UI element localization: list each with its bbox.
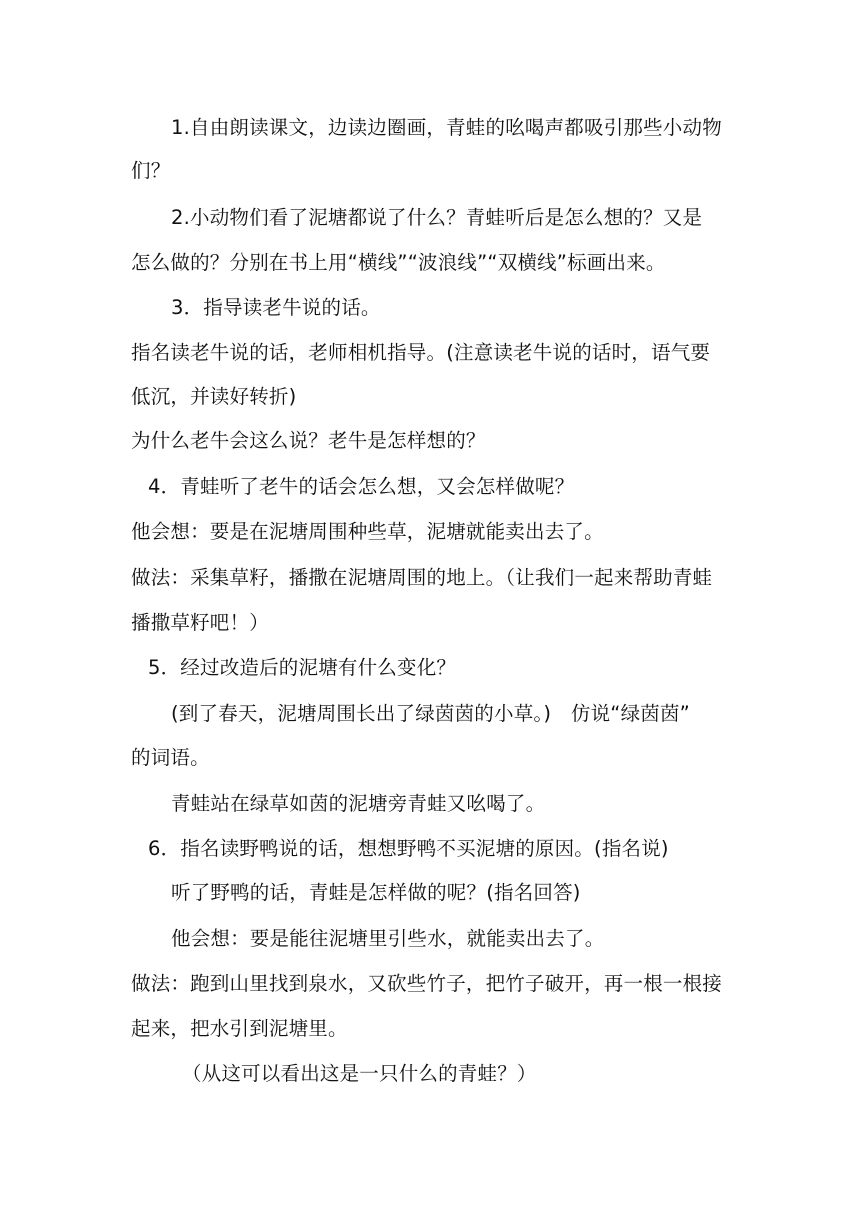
step-3-instruction-line-1: 指名读老牛说的话，老师相机指导。(注意读老牛说的话时，语气要 <box>131 341 711 364</box>
step-4-method-line-1: 做法：采集草籽，播撒在泥塘周围的地上。（让我们一起来帮助青蛙 <box>131 566 713 589</box>
step-3-question: 为什么老牛会这么说？老牛是怎样想的？ <box>131 429 486 452</box>
question-1-line-1: 1.自由朗读课文，边读边圈画，青蛙的吆喝声都吸引那些小动物 <box>171 116 722 139</box>
step-3-instruction-line-2: 低沉，并读好转折) <box>131 385 297 408</box>
question-2-line-1: 2.小动物们看了泥塘都说了什么？青蛙听后是怎么想的？又是 <box>171 206 703 229</box>
step-4-heading: 4．青蛙听了老牛的话会怎么想，又会怎样做呢？ <box>148 475 575 498</box>
step-6-reflection: （从这可以看出这是一只什么的青蛙？） <box>182 1062 537 1085</box>
question-1-line-2: 们？ <box>131 159 171 182</box>
step-6-heading: 6．指名读野鸭说的话，想想野鸭不买泥塘的原因。(指名说) <box>148 837 669 860</box>
step-5-answer-line-1: (到了春天，泥塘周围长出了绿茵茵的小草。) 仿说“绿茵茵” <box>171 702 690 725</box>
step-5-answer-line-2: 的词语。 <box>131 746 210 769</box>
step-6-question: 听了野鸭的话，青蛙是怎样做的呢？(指名回答) <box>171 881 581 904</box>
step-6-method-line-2: 起来，把水引到泥塘里。 <box>131 1017 348 1040</box>
step-5-heading: 5．经过改造后的泥塘有什么变化？ <box>148 656 457 679</box>
step-4-thought: 他会想：要是在泥塘周围种些草，泥塘就能卖出去了。 <box>131 520 604 543</box>
step-4-method-line-2: 播撒草籽吧！） <box>131 611 269 634</box>
question-2-line-2: 怎么做的？分别在书上用“横线”“波浪线”“双横线”标画出来。 <box>131 251 666 274</box>
step-5-sentence: 青蛙站在绿草如茵的泥塘旁青蛙又吆喝了。 <box>171 792 546 815</box>
step-3-heading: 3．指导读老牛说的话。 <box>171 296 381 319</box>
step-6-thought: 他会想：要是能往泥塘里引些水，就能卖出去了。 <box>171 927 605 950</box>
step-6-method-line-1: 做法：跑到山里找到泉水，又砍些竹子，把竹子破开，再一根一根接 <box>131 972 723 995</box>
